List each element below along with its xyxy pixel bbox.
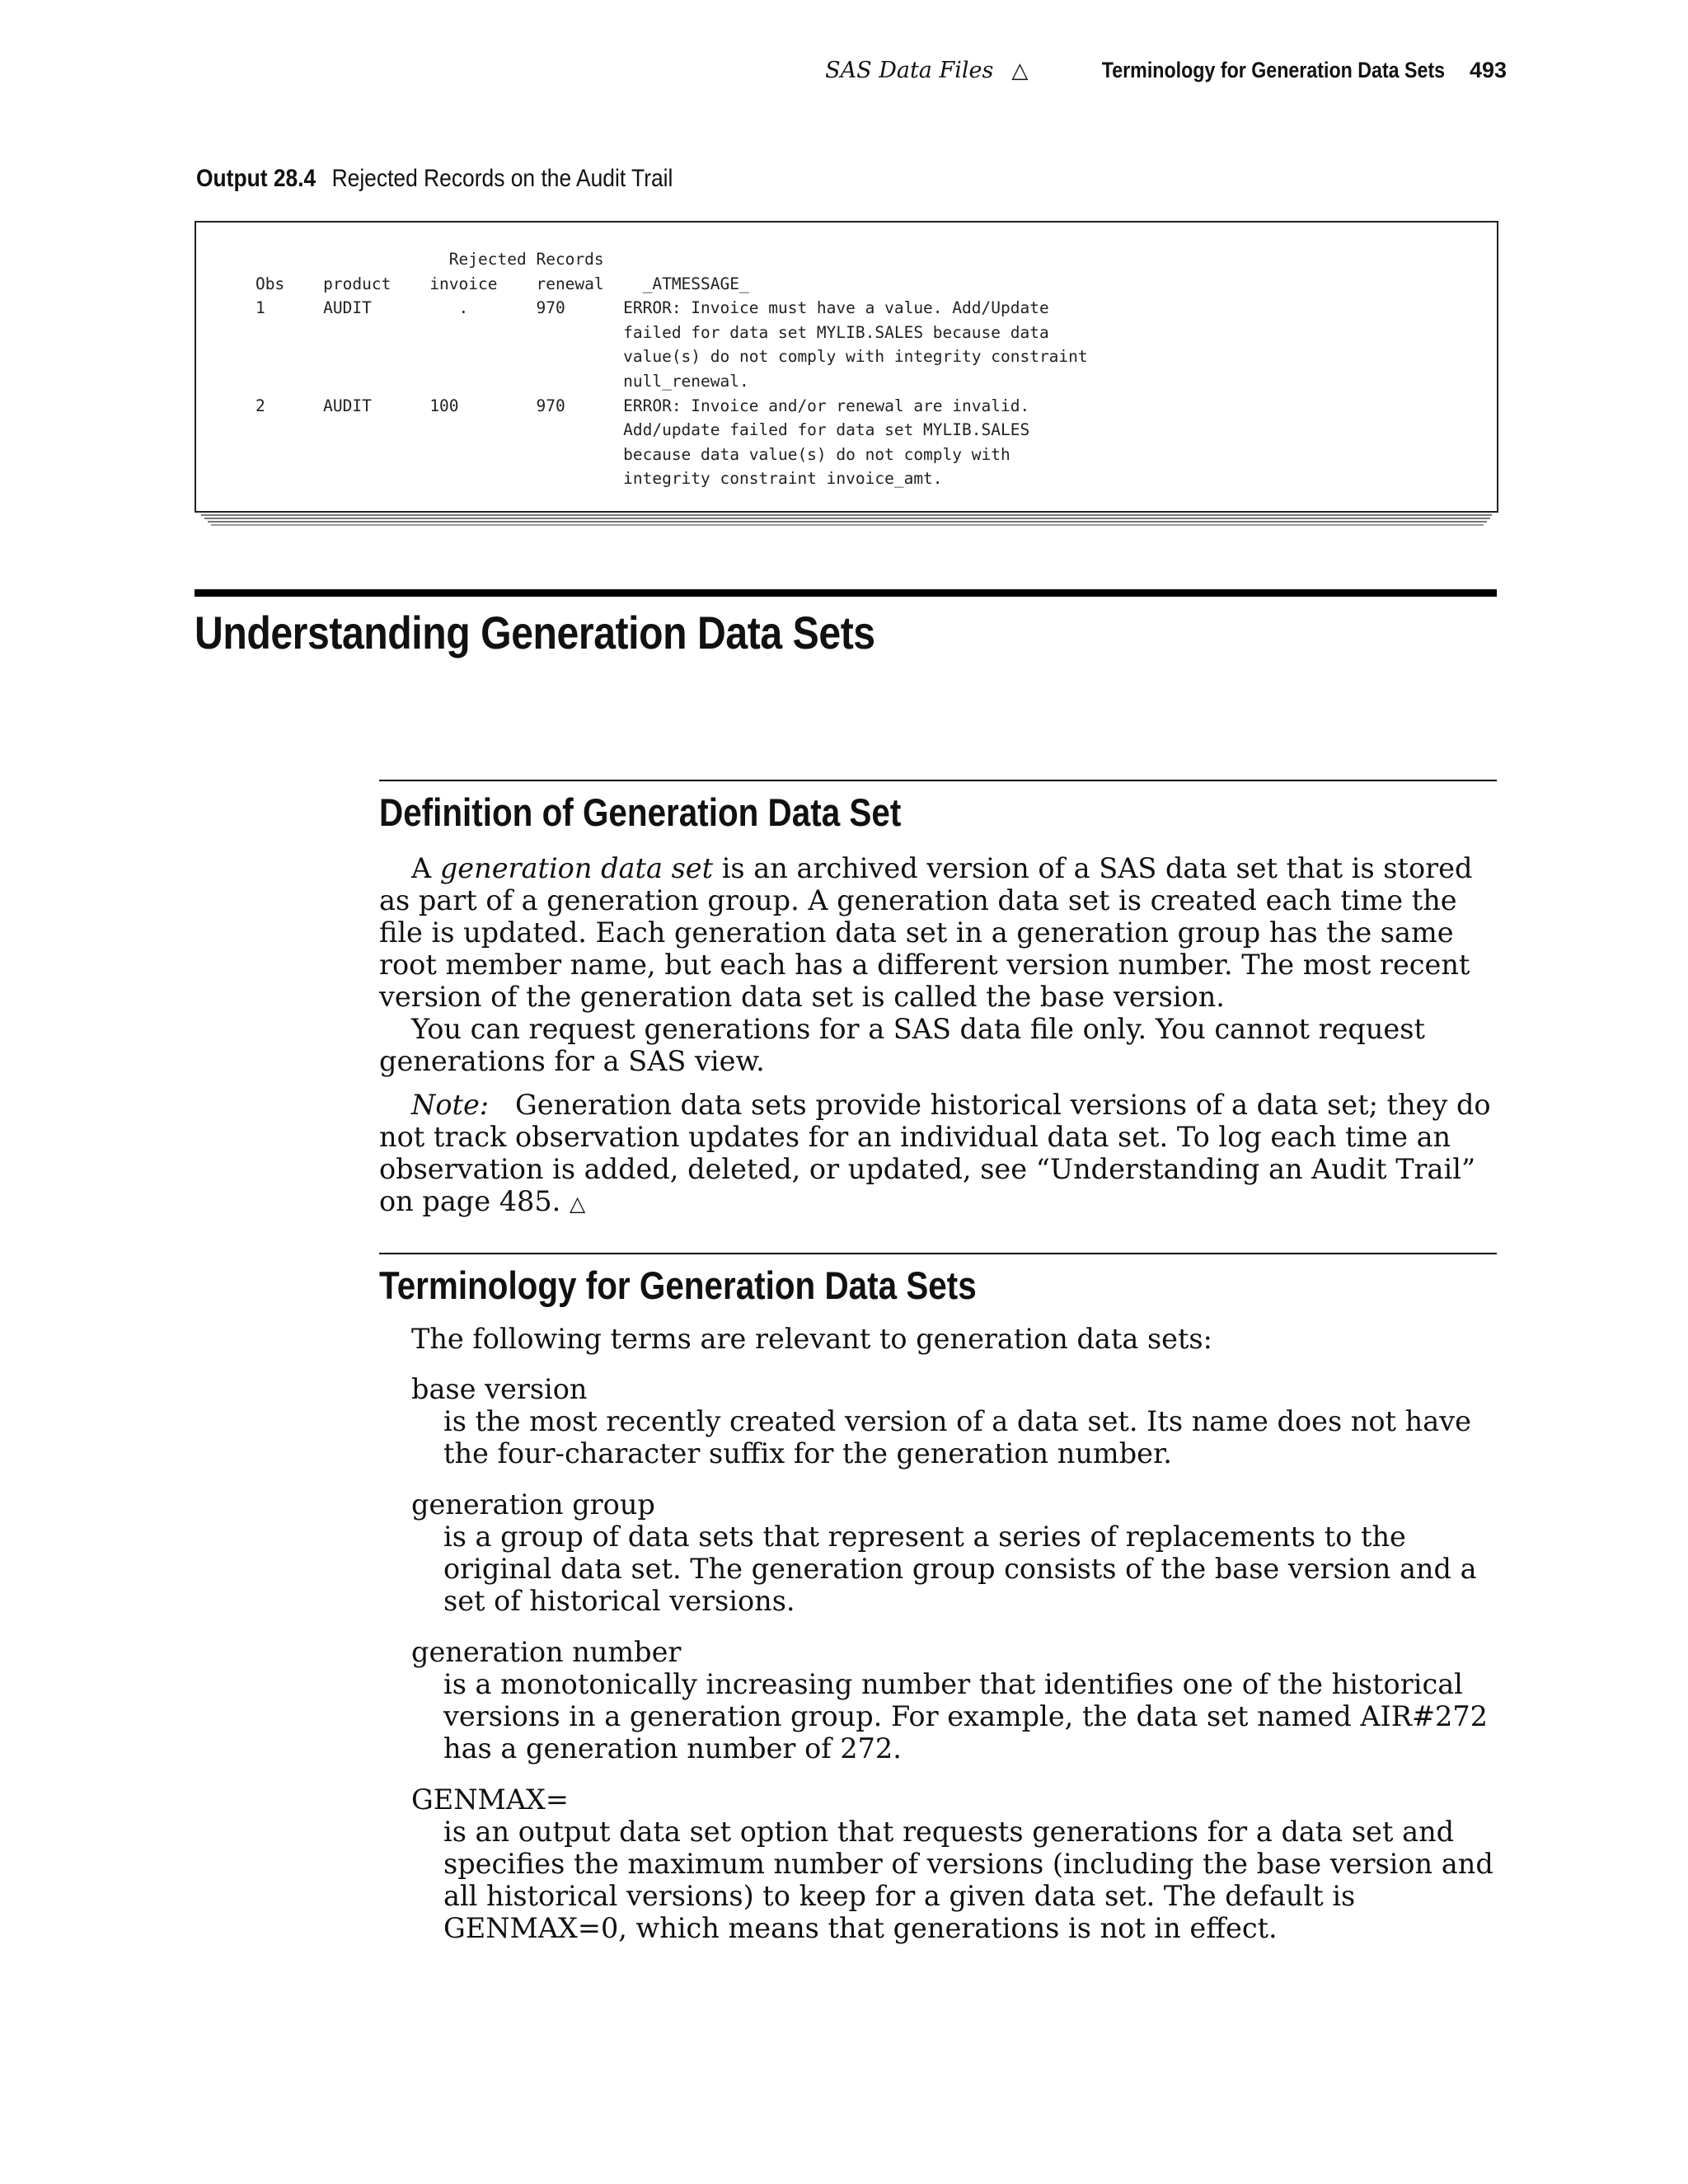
note-text: Generation data sets provide historical versions of a data set; they do not track observation updates for an individual data set. To log each time an observation is added, deleted, or updated, see “Understanding an Audit Trail” on page 485. bbox=[379, 1089, 1491, 1217]
main-heading: Understanding Generation Data Sets bbox=[195, 607, 875, 658]
output-box-shadow-line bbox=[208, 521, 1487, 523]
triangle-icon: △ bbox=[1011, 59, 1029, 83]
chapter-rule bbox=[195, 589, 1497, 597]
term-label: generation number bbox=[411, 1636, 682, 1668]
definition-paragraph-1: A generation data set is an archived version of a SAS data set that is stored as part of a generation group. A generation data set is created each time the file is updated. Each generation data set in a generation group has the same root member name, but each has a different version number. The most recent version of the generation data set is called the base version. bbox=[379, 852, 1473, 1013]
header-chapter: SAS Data Files bbox=[825, 58, 994, 83]
section-rule bbox=[379, 780, 1497, 781]
output-listing: Rejected Records Obs product invoice renewal _ATMESSAGE_ 1 AUDIT . 970 ERROR: Invoice must have a value. Add/Update failed for data set MYLIB.SALES because data value(s) do not comply with integrity constraint null_renewal. 2 AUDIT 100 970 ERROR: Invoice and/or renewal are invalid. Add/update failed for data set MYLIB.SALES because data value(s) do not comply with integrity constraint invoice_amt. bbox=[256, 250, 1088, 489]
definition-heading: Definition of Generation Data Set bbox=[379, 790, 902, 834]
output-caption-text: Rejected Records on the Audit Trail bbox=[331, 165, 673, 192]
output-box-shadow-line bbox=[204, 518, 1490, 519]
term-definition: is a monotonically increasing number that identifies one of the historical versions in a generation group. For example, the data set named AIR#272 has a generation number of 272. bbox=[443, 1668, 1488, 1765]
generation-data-set-term: generation data set bbox=[439, 852, 714, 884]
terminology-intro: The following terms are relevant to generation data sets: bbox=[411, 1323, 1212, 1355]
page-number: 493 bbox=[1469, 58, 1507, 82]
output-box-shadow-line bbox=[201, 514, 1492, 516]
note-label: Note: bbox=[411, 1089, 490, 1121]
section-rule bbox=[379, 1253, 1497, 1254]
term-label: generation group bbox=[411, 1488, 655, 1521]
terminology-heading: Terminology for Generation Data Sets bbox=[379, 1263, 977, 1307]
output-caption bbox=[196, 165, 673, 193]
definition-paragraph-2: You can request generations for a SAS data file only. You cannot request generations for a SAS view. bbox=[379, 1013, 1425, 1077]
term-definition: is the most recently created version of a data set. Its name does not have the four-character suffix for the generation number. bbox=[443, 1405, 1471, 1469]
triangle-icon: △ bbox=[569, 1192, 586, 1216]
output-box-shadow-line bbox=[211, 524, 1484, 526]
term-definition: is an output data set option that requests generations for a data set and specifies the maximum number of versions (including the base version and all historical versions) to keep for a given data set. The default is GENMAX=0, which means that generations is not in effect. bbox=[443, 1816, 1493, 1944]
running-header bbox=[0, 58, 1507, 83]
term-definition: is a group of data sets that represent a series of replacements to the original data set. The generation group consists of the base version and a set of historical versions. bbox=[443, 1521, 1477, 1617]
term-label: base version bbox=[411, 1373, 588, 1405]
term-label: GENMAX= bbox=[411, 1783, 569, 1816]
header-section: Terminology for Generation Data Sets bbox=[1102, 58, 1446, 82]
output-label: Output 28.4 bbox=[196, 165, 316, 192]
note-paragraph bbox=[379, 1089, 1497, 1220]
definition-body bbox=[379, 852, 1497, 1220]
